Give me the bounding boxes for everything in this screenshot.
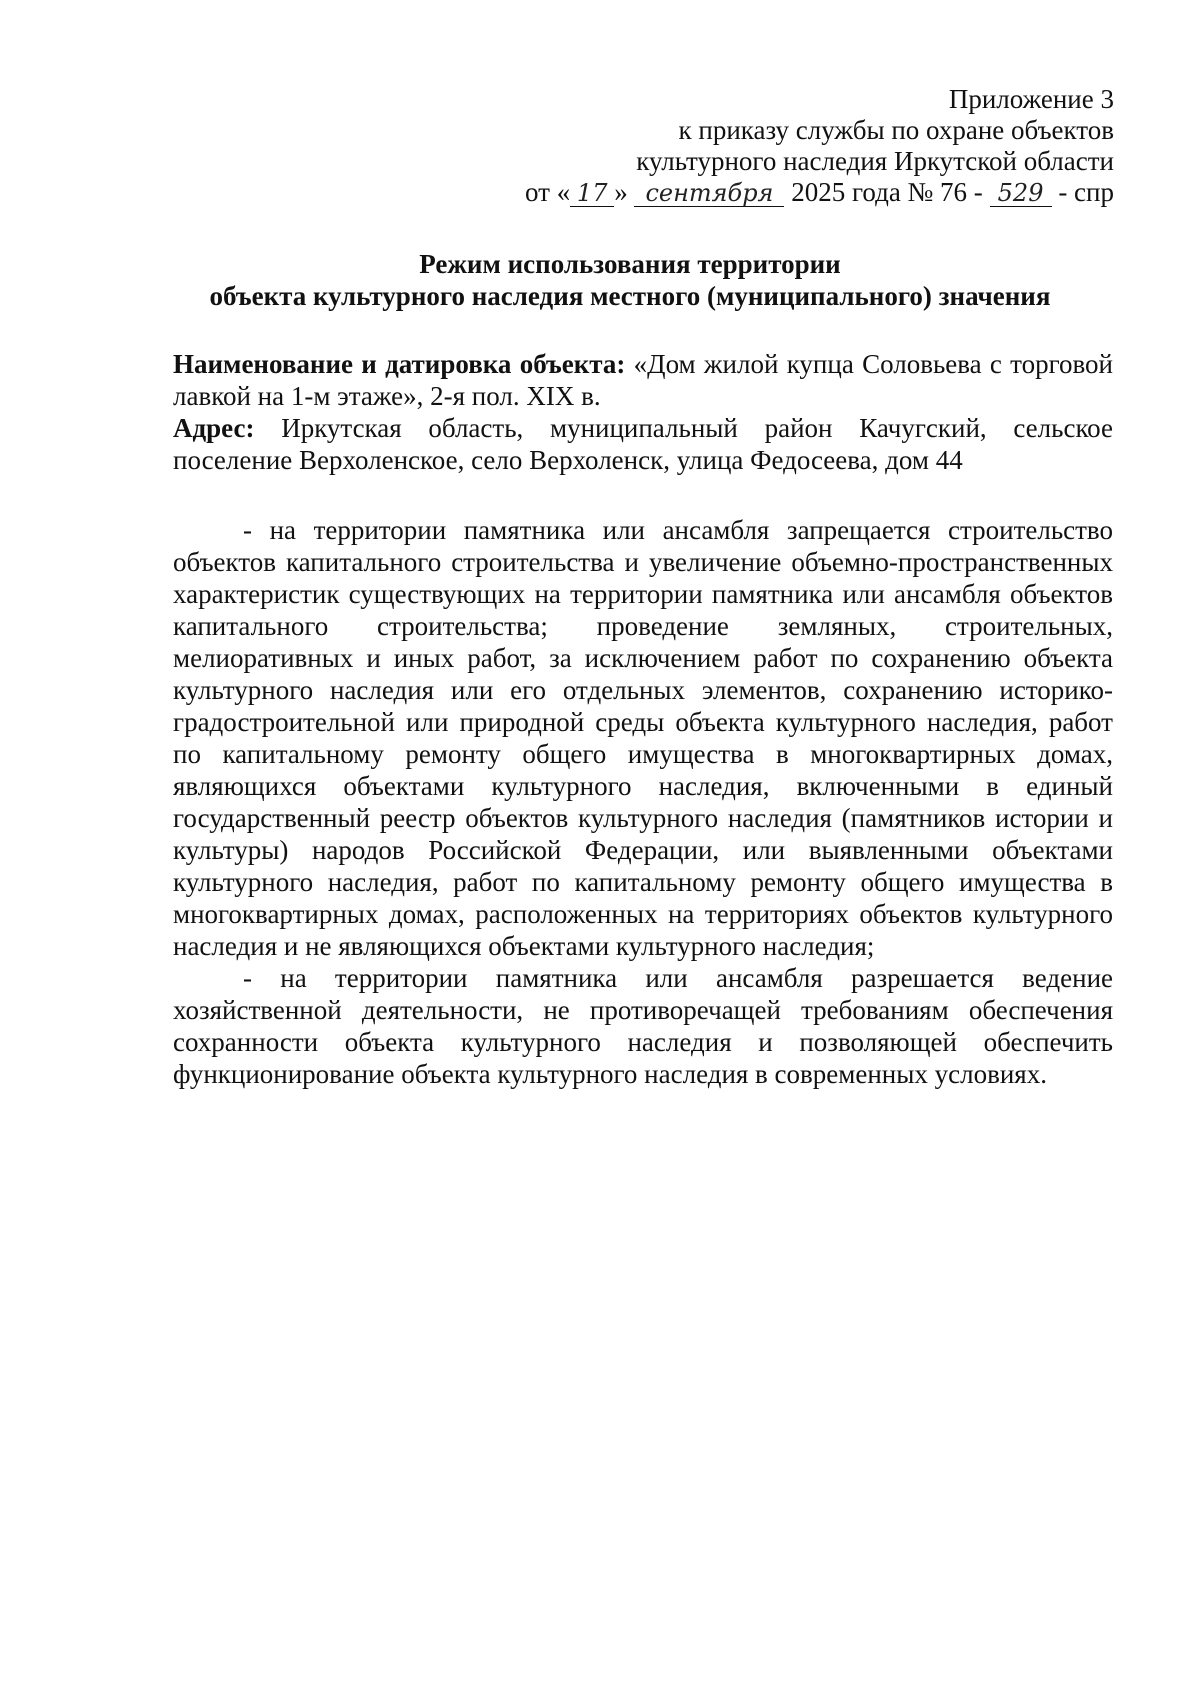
title-line-1: Режим использования территории: [419, 249, 841, 279]
object-address-label: Адрес:: [173, 413, 255, 443]
appendix-header: [525, 84, 1114, 208]
object-name-label: Наименование и датировка объекта:: [173, 349, 626, 379]
regime-prohibition-paragraph: - на территории памятника или ансамбля запрещается строительство объектов капитального строительства и увеличение объемно-пространственных характеристик существующих на территории памятника или ансамбля объектов капитального строительства; проведение земляных, строительных, мелиоративных и иных работ, за исключением работ по сохранению объекта культурного наследия или его отдельных элементов, сохранению историко-градостроительной или природной среды объекта культурного наследия, работ по капитальному ремонту общего имущества в многоквартирных домах, являющихся объектами культурного наследия, включенными в единый государственный реестр объектов культурного наследия (памятников истории и культуры) народов Российской Федерации, или выявленными объектами культурного наследия, работ по капитальному ремонту общего имущества в многоквартирных домах, расположенных на территориях объектов культурного наследия и не являющихся объектами культурного наследия;: [173, 515, 1113, 961]
handwritten-order-number: 529: [990, 180, 1052, 207]
document-title: [150, 248, 1110, 312]
regime-text: [173, 514, 1113, 1090]
order-suffix: - спр: [1058, 177, 1114, 207]
object-info: [173, 348, 1113, 476]
object-address-value: Иркутская область, муниципальный район Качугский, сельское поселение Верхоленское, село Верхоленск, улица Федосеева, дом 44: [173, 413, 1113, 475]
appendix-date-line: [525, 177, 1114, 208]
object-address: [173, 412, 1113, 476]
appendix-authority: культурного наследия Иркутской области: [636, 146, 1114, 176]
date-year: 2025 года № 76 -: [791, 177, 983, 207]
regime-permission-paragraph: - на территории памятника или ансамбля разрешается ведение хозяйственной деятельности, не противоречащей требованиям обеспечения сохранности объекта культурного наследия и позволяющей обеспечить функционирование объекта культурного наследия в современных условиях.: [173, 963, 1113, 1089]
handwritten-day: 17: [570, 180, 614, 207]
date-mid: »: [614, 177, 628, 207]
title-line-2: объекта культурного наследия местного (муниципального) значения: [209, 281, 1051, 311]
handwritten-month: сентября: [634, 180, 784, 207]
date-prefix: от «: [525, 177, 571, 207]
appendix-order-ref: к приказу службы по охране объектов: [678, 115, 1114, 145]
appendix-number: Приложение 3: [948, 84, 1114, 114]
object-name-value: «Дом жилой купца Соловьева с торговой лавкой на 1-м этаже», 2-я пол. XIX в.: [173, 349, 1113, 411]
object-name: [173, 348, 1113, 412]
